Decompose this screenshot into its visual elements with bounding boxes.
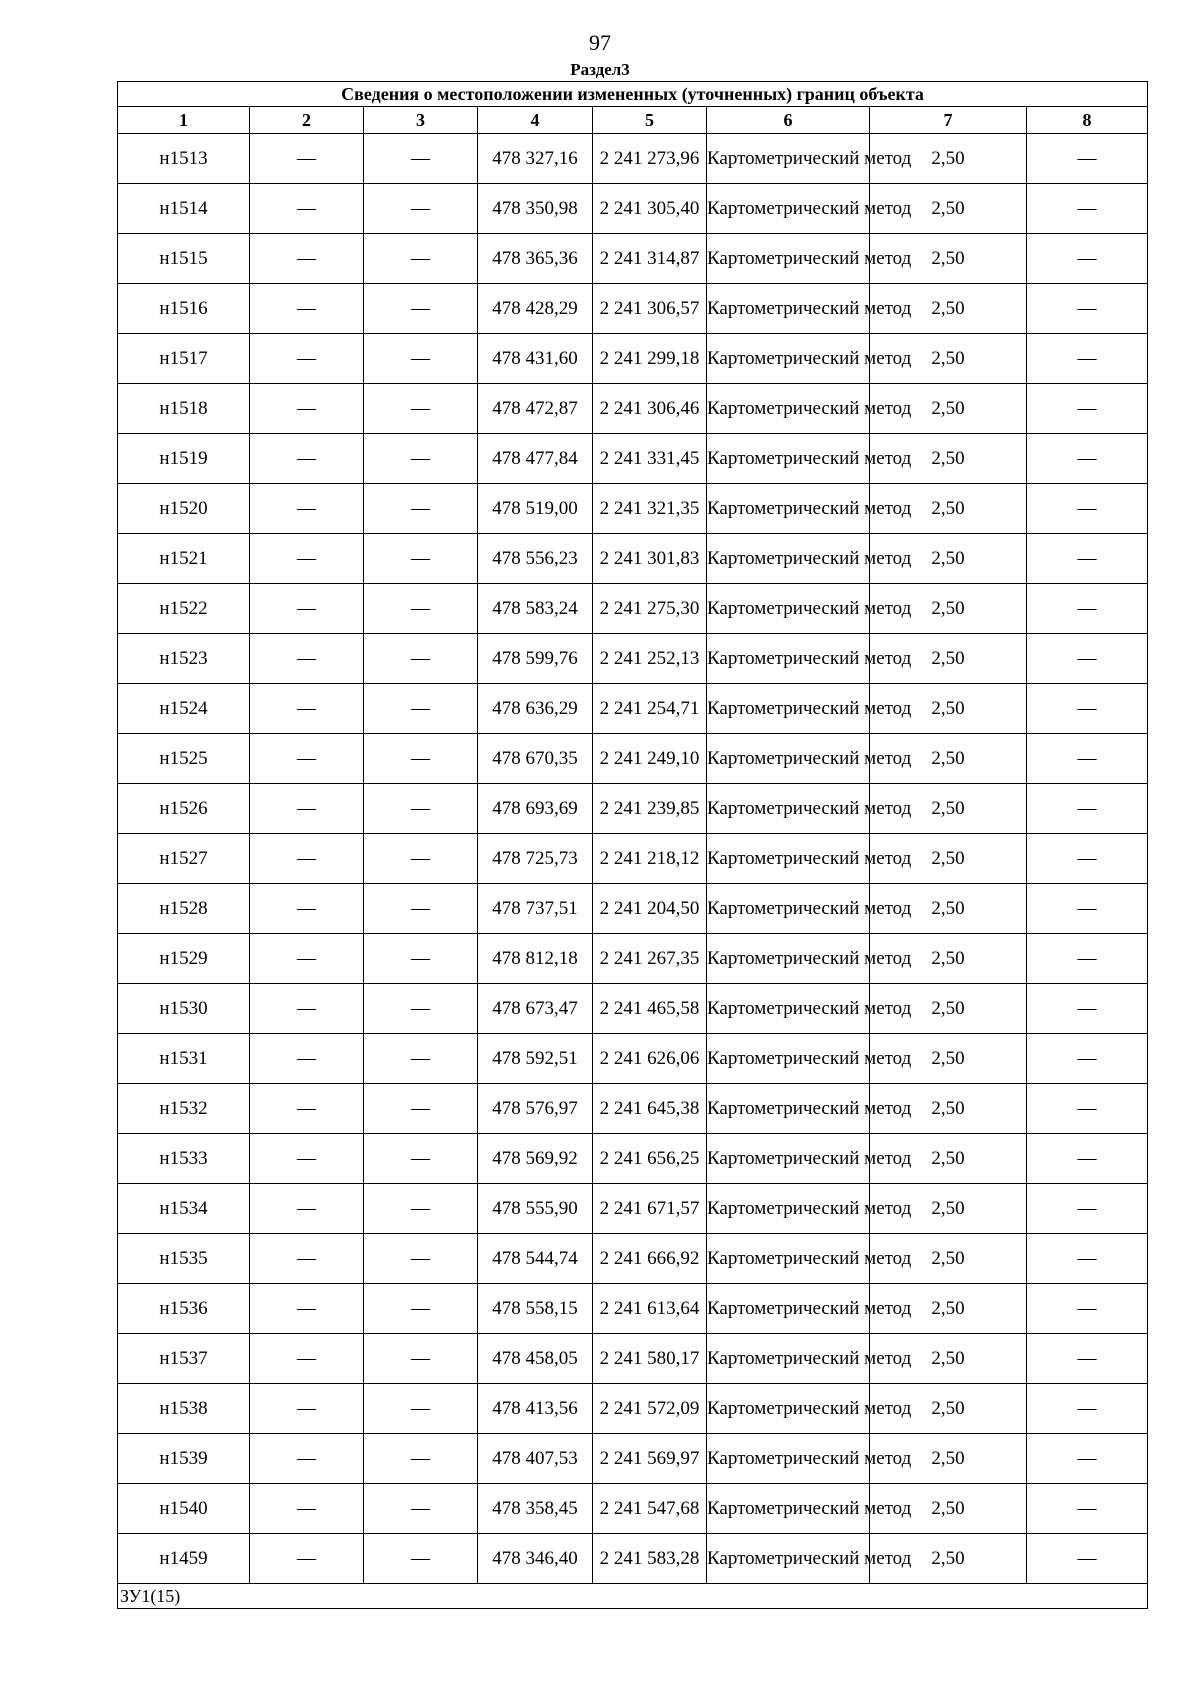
method-cell: Картометрический метод: [707, 634, 870, 684]
col8-cell: —: [1027, 484, 1148, 534]
y-coordinate-cell: 2 241 252,13: [593, 634, 707, 684]
x-coordinate-cell: 478 583,24: [478, 584, 593, 634]
table-row: [118, 484, 1148, 534]
x-coordinate-cell: 478 431,60: [478, 334, 593, 384]
col2-cell: —: [250, 734, 364, 784]
table-row: [118, 934, 1148, 984]
y-coordinate-cell: 2 241 204,50: [593, 884, 707, 934]
point-number-cell: н1530: [118, 984, 250, 1034]
point-number-cell: н1527: [118, 834, 250, 884]
column-header: 8: [1027, 107, 1148, 134]
col3-cell: —: [364, 684, 478, 734]
col3-cell: —: [364, 784, 478, 834]
y-coordinate-cell: 2 241 580,17: [593, 1334, 707, 1384]
column-header: 2: [250, 107, 364, 134]
accuracy-cell: 2,50: [870, 1384, 1027, 1434]
table-row: [118, 1034, 1148, 1084]
col3-cell: —: [364, 334, 478, 384]
x-coordinate-cell: 478 737,51: [478, 884, 593, 934]
table-row: [118, 634, 1148, 684]
point-number-cell: н1529: [118, 934, 250, 984]
table-row: [118, 1134, 1148, 1184]
table-row: [118, 1084, 1148, 1134]
method-cell: Картометрический метод: [707, 734, 870, 784]
point-number-cell: н1520: [118, 484, 250, 534]
col3-cell: —: [364, 1184, 478, 1234]
table-row: [118, 1234, 1148, 1284]
table-row: [118, 1384, 1148, 1434]
y-coordinate-cell: 2 241 306,57: [593, 284, 707, 334]
y-coordinate-cell: 2 241 305,40: [593, 184, 707, 234]
point-number-cell: н1522: [118, 584, 250, 634]
col2-cell: —: [250, 1034, 364, 1084]
col8-cell: —: [1027, 334, 1148, 384]
col3-cell: —: [364, 1234, 478, 1284]
y-coordinate-cell: 2 241 572,09: [593, 1384, 707, 1434]
col8-cell: —: [1027, 1234, 1148, 1284]
point-number-cell: н1534: [118, 1184, 250, 1234]
x-coordinate-cell: 478 472,87: [478, 384, 593, 434]
col8-cell: —: [1027, 184, 1148, 234]
table-row: [118, 234, 1148, 284]
x-coordinate-cell: 478 346,40: [478, 1534, 593, 1584]
y-coordinate-cell: 2 241 671,57: [593, 1184, 707, 1234]
method-cell: Картометрический метод: [707, 234, 870, 284]
table-row: [118, 784, 1148, 834]
x-coordinate-cell: 478 358,45: [478, 1484, 593, 1534]
method-cell: Картометрический метод: [707, 784, 870, 834]
x-coordinate-cell: 478 458,05: [478, 1334, 593, 1384]
boundary-coordinates-table: [117, 81, 1148, 1609]
col3-cell: —: [364, 1134, 478, 1184]
col2-cell: —: [250, 334, 364, 384]
point-number-cell: н1515: [118, 234, 250, 284]
col3-cell: —: [364, 234, 478, 284]
accuracy-cell: 2,50: [870, 984, 1027, 1034]
column-header-row: [118, 107, 1148, 134]
col8-cell: —: [1027, 734, 1148, 784]
col3-cell: —: [364, 434, 478, 484]
y-coordinate-cell: 2 241 239,85: [593, 784, 707, 834]
method-cell: Картометрический метод: [707, 284, 870, 334]
y-coordinate-cell: 2 241 465,58: [593, 984, 707, 1034]
method-cell: Картометрический метод: [707, 534, 870, 584]
col2-cell: —: [250, 1184, 364, 1234]
method-cell: Картометрический метод: [707, 1434, 870, 1484]
table-row: [118, 284, 1148, 334]
col8-cell: —: [1027, 1184, 1148, 1234]
col2-cell: —: [250, 1534, 364, 1584]
accuracy-cell: 2,50: [870, 1234, 1027, 1284]
column-header: 7: [870, 107, 1027, 134]
x-coordinate-cell: 478 555,90: [478, 1184, 593, 1234]
accuracy-cell: 2,50: [870, 784, 1027, 834]
col3-cell: —: [364, 834, 478, 884]
point-number-cell: н1532: [118, 1084, 250, 1134]
col3-cell: —: [364, 1384, 478, 1434]
col3-cell: —: [364, 1434, 478, 1484]
col8-cell: —: [1027, 884, 1148, 934]
col8-cell: —: [1027, 284, 1148, 334]
col2-cell: —: [250, 884, 364, 934]
col8-cell: —: [1027, 1534, 1148, 1584]
y-coordinate-cell: 2 241 275,30: [593, 584, 707, 634]
col3-cell: —: [364, 1084, 478, 1134]
col2-cell: —: [250, 1334, 364, 1384]
x-coordinate-cell: 478 693,69: [478, 784, 593, 834]
y-coordinate-cell: 2 241 626,06: [593, 1034, 707, 1084]
col8-cell: —: [1027, 1034, 1148, 1084]
col8-cell: —: [1027, 1134, 1148, 1184]
col8-cell: —: [1027, 934, 1148, 984]
table-caption: Сведения о местоположении измененных (уточненных) границ объекта: [118, 82, 1148, 107]
column-header: 4: [478, 107, 593, 134]
accuracy-cell: 2,50: [870, 1484, 1027, 1534]
col2-cell: —: [250, 484, 364, 534]
col8-cell: —: [1027, 384, 1148, 434]
col2-cell: —: [250, 284, 364, 334]
col8-cell: —: [1027, 784, 1148, 834]
y-coordinate-cell: 2 241 249,10: [593, 734, 707, 784]
y-coordinate-cell: 2 241 656,25: [593, 1134, 707, 1184]
table-row: [118, 184, 1148, 234]
table-row: [118, 534, 1148, 584]
point-number-cell: н1533: [118, 1134, 250, 1184]
col2-cell: —: [250, 834, 364, 884]
accuracy-cell: 2,50: [870, 234, 1027, 284]
col8-cell: —: [1027, 834, 1148, 884]
x-coordinate-cell: 478 428,29: [478, 284, 593, 334]
accuracy-cell: 2,50: [870, 834, 1027, 884]
col2-cell: —: [250, 434, 364, 484]
point-number-cell: н1521: [118, 534, 250, 584]
col2-cell: —: [250, 384, 364, 434]
y-coordinate-cell: 2 241 273,96: [593, 134, 707, 184]
table-body: [118, 134, 1148, 1584]
col2-cell: —: [250, 1234, 364, 1284]
x-coordinate-cell: 478 544,74: [478, 1234, 593, 1284]
y-coordinate-cell: 2 241 218,12: [593, 834, 707, 884]
accuracy-cell: 2,50: [870, 934, 1027, 984]
y-coordinate-cell: 2 241 666,92: [593, 1234, 707, 1284]
col2-cell: —: [250, 1284, 364, 1334]
col2-cell: —: [250, 684, 364, 734]
table-row: [118, 1484, 1148, 1534]
col2-cell: —: [250, 934, 364, 984]
x-coordinate-cell: 478 519,00: [478, 484, 593, 534]
column-header: 1: [118, 107, 250, 134]
accuracy-cell: 2,50: [870, 534, 1027, 584]
col3-cell: —: [364, 984, 478, 1034]
point-number-cell: н1517: [118, 334, 250, 384]
table-row: [118, 984, 1148, 1034]
col8-cell: —: [1027, 1084, 1148, 1134]
accuracy-cell: 2,50: [870, 184, 1027, 234]
col2-cell: —: [250, 534, 364, 584]
x-coordinate-cell: 478 477,84: [478, 434, 593, 484]
col2-cell: —: [250, 634, 364, 684]
x-coordinate-cell: 478 673,47: [478, 984, 593, 1034]
y-coordinate-cell: 2 241 314,87: [593, 234, 707, 284]
col8-cell: —: [1027, 1384, 1148, 1434]
table-row: [118, 834, 1148, 884]
y-coordinate-cell: 2 241 267,35: [593, 934, 707, 984]
y-coordinate-cell: 2 241 583,28: [593, 1534, 707, 1584]
table-footer: ЗУ1(15): [118, 1584, 1148, 1609]
method-cell: Картометрический метод: [707, 384, 870, 434]
method-cell: Картометрический метод: [707, 584, 870, 634]
col8-cell: —: [1027, 684, 1148, 734]
col2-cell: —: [250, 984, 364, 1034]
col2-cell: —: [250, 584, 364, 634]
x-coordinate-cell: 478 558,15: [478, 1284, 593, 1334]
accuracy-cell: 2,50: [870, 1134, 1027, 1184]
col2-cell: —: [250, 1484, 364, 1534]
accuracy-cell: 2,50: [870, 1334, 1027, 1384]
col3-cell: —: [364, 1484, 478, 1534]
accuracy-cell: 2,50: [870, 1184, 1027, 1234]
x-coordinate-cell: 478 407,53: [478, 1434, 593, 1484]
accuracy-cell: 2,50: [870, 1084, 1027, 1134]
column-header: 5: [593, 107, 707, 134]
col3-cell: —: [364, 934, 478, 984]
y-coordinate-cell: 2 241 299,18: [593, 334, 707, 384]
table-row: [118, 1334, 1148, 1384]
method-cell: Картометрический метод: [707, 1134, 870, 1184]
col8-cell: —: [1027, 434, 1148, 484]
point-number-cell: н1525: [118, 734, 250, 784]
x-coordinate-cell: 478 413,56: [478, 1384, 593, 1434]
method-cell: Картометрический метод: [707, 134, 870, 184]
point-number-cell: н1531: [118, 1034, 250, 1084]
table-row: [118, 134, 1148, 184]
y-coordinate-cell: 2 241 306,46: [593, 384, 707, 434]
table-row: [118, 1184, 1148, 1234]
x-coordinate-cell: 478 365,36: [478, 234, 593, 284]
col3-cell: —: [364, 734, 478, 784]
accuracy-cell: 2,50: [870, 584, 1027, 634]
col3-cell: —: [364, 1534, 478, 1584]
accuracy-cell: 2,50: [870, 1434, 1027, 1484]
y-coordinate-cell: 2 241 301,83: [593, 534, 707, 584]
point-number-cell: н1537: [118, 1334, 250, 1384]
col3-cell: —: [364, 884, 478, 934]
y-coordinate-cell: 2 241 569,97: [593, 1434, 707, 1484]
point-number-cell: н1516: [118, 284, 250, 334]
point-number-cell: н1526: [118, 784, 250, 834]
point-number-cell: н1528: [118, 884, 250, 934]
table-row: [118, 1284, 1148, 1334]
col8-cell: —: [1027, 234, 1148, 284]
col8-cell: —: [1027, 134, 1148, 184]
table-row: [118, 584, 1148, 634]
col8-cell: —: [1027, 1284, 1148, 1334]
accuracy-cell: 2,50: [870, 634, 1027, 684]
method-cell: Картометрический метод: [707, 334, 870, 384]
section-title: Раздел3: [570, 60, 630, 79]
point-number-cell: н1519: [118, 434, 250, 484]
point-number-cell: н1514: [118, 184, 250, 234]
x-coordinate-cell: 478 350,98: [478, 184, 593, 234]
col3-cell: —: [364, 384, 478, 434]
table-row: [118, 734, 1148, 784]
accuracy-cell: 2,50: [870, 1534, 1027, 1584]
col8-cell: —: [1027, 534, 1148, 584]
col2-cell: —: [250, 184, 364, 234]
col8-cell: —: [1027, 584, 1148, 634]
table-row: [118, 384, 1148, 434]
point-number-cell: н1513: [118, 134, 250, 184]
col3-cell: —: [364, 484, 478, 534]
col3-cell: —: [364, 534, 478, 584]
method-cell: Картометрический метод: [707, 1334, 870, 1384]
x-coordinate-cell: 478 327,16: [478, 134, 593, 184]
method-cell: Картометрический метод: [707, 484, 870, 534]
accuracy-cell: 2,50: [870, 1284, 1027, 1334]
point-number-cell: н1538: [118, 1384, 250, 1434]
col8-cell: —: [1027, 1484, 1148, 1534]
col2-cell: —: [250, 234, 364, 284]
method-cell: Картометрический метод: [707, 184, 870, 234]
method-cell: Картометрический метод: [707, 1284, 870, 1334]
x-coordinate-cell: 478 599,76: [478, 634, 593, 684]
col3-cell: —: [364, 1034, 478, 1084]
method-cell: Картометрический метод: [707, 1534, 870, 1584]
accuracy-cell: 2,50: [870, 434, 1027, 484]
col8-cell: —: [1027, 1434, 1148, 1484]
col2-cell: —: [250, 1134, 364, 1184]
point-number-cell: н1524: [118, 684, 250, 734]
point-number-cell: н1523: [118, 634, 250, 684]
table-row: [118, 884, 1148, 934]
x-coordinate-cell: 478 636,29: [478, 684, 593, 734]
method-cell: Картометрический метод: [707, 1034, 870, 1084]
accuracy-cell: 2,50: [870, 684, 1027, 734]
accuracy-cell: 2,50: [870, 384, 1027, 434]
col3-cell: —: [364, 584, 478, 634]
y-coordinate-cell: 2 241 547,68: [593, 1484, 707, 1534]
col3-cell: —: [364, 1334, 478, 1384]
point-number-cell: н1540: [118, 1484, 250, 1534]
method-cell: Картометрический метод: [707, 1384, 870, 1434]
col2-cell: —: [250, 1434, 364, 1484]
table-row: [118, 434, 1148, 484]
table-row: [118, 334, 1148, 384]
x-coordinate-cell: 478 576,97: [478, 1084, 593, 1134]
page-number: 97: [589, 30, 611, 55]
x-coordinate-cell: 478 812,18: [478, 934, 593, 984]
col2-cell: —: [250, 784, 364, 834]
method-cell: Картометрический метод: [707, 684, 870, 734]
x-coordinate-cell: 478 556,23: [478, 534, 593, 584]
col2-cell: —: [250, 1384, 364, 1434]
point-number-cell: н1539: [118, 1434, 250, 1484]
y-coordinate-cell: 2 241 613,64: [593, 1284, 707, 1334]
accuracy-cell: 2,50: [870, 134, 1027, 184]
method-cell: Картометрический метод: [707, 934, 870, 984]
method-cell: Картометрический метод: [707, 1184, 870, 1234]
method-cell: Картометрический метод: [707, 884, 870, 934]
y-coordinate-cell: 2 241 645,38: [593, 1084, 707, 1134]
column-header: 3: [364, 107, 478, 134]
col2-cell: —: [250, 134, 364, 184]
accuracy-cell: 2,50: [870, 334, 1027, 384]
y-coordinate-cell: 2 241 254,71: [593, 684, 707, 734]
point-number-cell: н1536: [118, 1284, 250, 1334]
y-coordinate-cell: 2 241 331,45: [593, 434, 707, 484]
accuracy-cell: 2,50: [870, 484, 1027, 534]
method-cell: Картометрический метод: [707, 1484, 870, 1534]
method-cell: Картометрический метод: [707, 434, 870, 484]
col3-cell: —: [364, 634, 478, 684]
col3-cell: —: [364, 184, 478, 234]
x-coordinate-cell: 478 725,73: [478, 834, 593, 884]
col2-cell: —: [250, 1084, 364, 1134]
accuracy-cell: 2,50: [870, 884, 1027, 934]
col3-cell: —: [364, 134, 478, 184]
x-coordinate-cell: 478 670,35: [478, 734, 593, 784]
method-cell: Картометрический метод: [707, 984, 870, 1034]
col8-cell: —: [1027, 634, 1148, 684]
accuracy-cell: 2,50: [870, 734, 1027, 784]
method-cell: Картометрический метод: [707, 1234, 870, 1284]
table-row: [118, 1434, 1148, 1484]
x-coordinate-cell: 478 569,92: [478, 1134, 593, 1184]
col8-cell: —: [1027, 1334, 1148, 1384]
table-row: [118, 1534, 1148, 1584]
col8-cell: —: [1027, 984, 1148, 1034]
column-header: 6: [707, 107, 870, 134]
col3-cell: —: [364, 284, 478, 334]
point-number-cell: н1535: [118, 1234, 250, 1284]
table-row: [118, 684, 1148, 734]
point-number-cell: н1459: [118, 1534, 250, 1584]
col3-cell: —: [364, 1284, 478, 1334]
method-cell: Картометрический метод: [707, 1084, 870, 1134]
accuracy-cell: 2,50: [870, 284, 1027, 334]
method-cell: Картометрический метод: [707, 834, 870, 884]
y-coordinate-cell: 2 241 321,35: [593, 484, 707, 534]
point-number-cell: н1518: [118, 384, 250, 434]
accuracy-cell: 2,50: [870, 1034, 1027, 1084]
x-coordinate-cell: 478 592,51: [478, 1034, 593, 1084]
